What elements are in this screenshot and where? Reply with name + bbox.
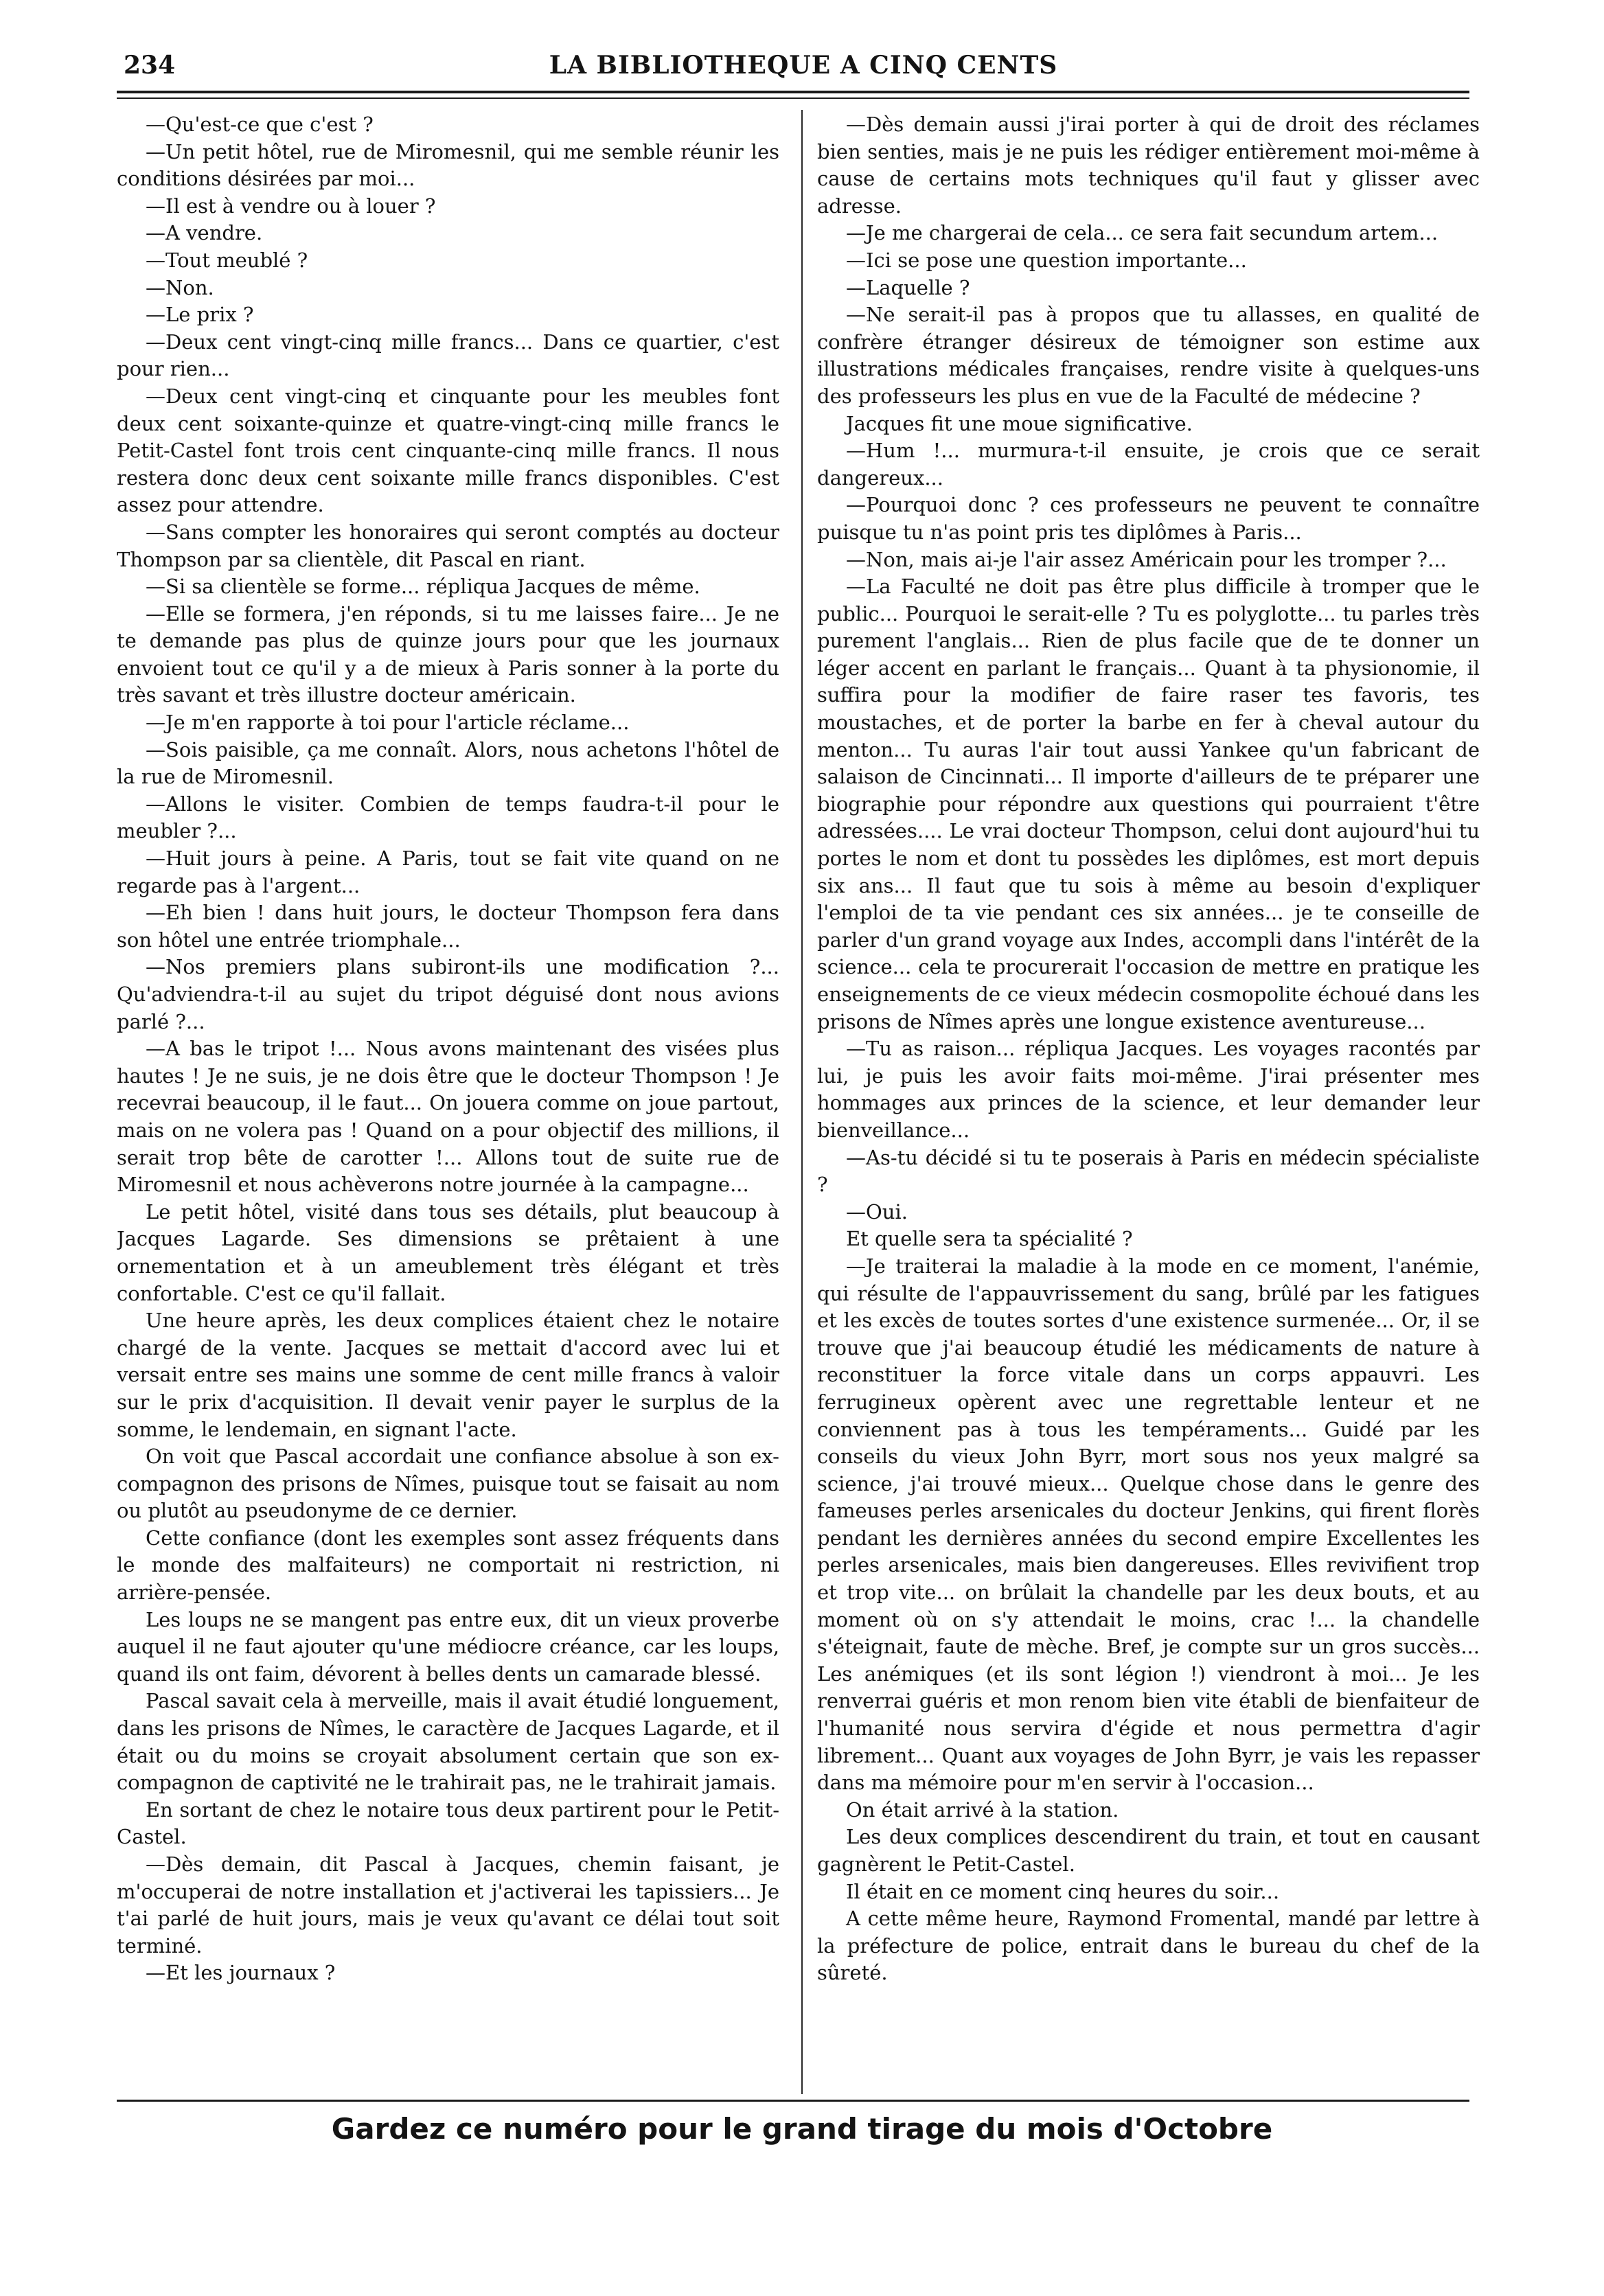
paragraph: On voit que Pascal accordait une confiance absolue à son ex-compagnon des prisons de Nîmes, puisque tout se faisait au nom ou plutôt au pseudonyme de ce dernier. [117,1445,779,1523]
paragraph: —Tout meublé ? [146,248,308,272]
paragraph: Et quelle sera ta spécialité ? [846,1227,1133,1251]
header-rule [117,91,1469,93]
page-number: 234 [124,51,176,80]
paragraph: —Un petit hôtel, rue de Miromesnil, qui me semble réunir les conditions désirées par moi... [117,139,779,191]
paragraph: En sortant de chez le notaire tous deux partirent pour le Petit-Castel. [117,1798,779,1849]
paragraph: —A vendre. [146,221,263,245]
paragraph: —Dès demain, dit Pascal à Jacques, chemin faisant, je m'occuperai de notre installation et j'activerai les tapissiers... Je t'ai parlé de huit jours, mais je veux qu'avant ce délai tout soit terminé. [117,1852,779,1958]
paragraph: —Tu as raison... répliqua Jacques. Les voyages racontés par lui, je puis les avoir faits moi-même. J'irai présenter mes hommages aux princes de la science, et leur demander leur bienveillance... [817,1037,1480,1142]
paragraph: —Et les journaux ? [146,1961,336,1985]
paragraph: Les loups ne se mangent pas entre eux, dit un vieux proverbe auquel il ne faut ajouter qu'une médiocre créance, car les loups, quand ils ont faim, dévorent à belles dents un camarade blessé. [117,1607,779,1686]
paragraph: Jacques fit une moue significative. [846,411,1193,435]
paragraph: —Nos premiers plans subiront-ils une modification ?... Qu'adviendra-t-il au sujet du tripot déguisé dont nous avions parlé ?... [117,955,779,1033]
paragraph: —Si sa clientèle se forme... répliqua Jacques de même. [146,575,700,599]
paragraph: —Deux cent vingt-cinq mille francs... Dans ce quartier, c'est pour rien... [117,330,779,381]
paragraph: —Le prix ? [146,303,254,327]
paragraph: —Elle se formera, j'en réponds, si tu me laisses faire... Je ne te demande pas plus de quinze jours pour que les journaux envoient tout ce qu'il y a de mieux à Paris sonner à la porte du très savant et très illustre docteur américain. [117,601,779,707]
paragraph: —Sans compter les honoraires qui seront comptés au docteur Thompson par sa clientèle, dit Pascal en riant. [117,520,779,571]
page-header [82,45,1524,87]
paragraph: —Hum !... murmura-t-il ensuite, je crois que ce serait dangereux... [817,439,1480,490]
paragraph: Une heure après, les deux complices étaient chez le notaire chargé de la vente. Jacques se mettait d'accord avec lui et versait entre ses mains une somme de cent mille francs à valoir sur le prix d'acquisition. Il devait venir payer le surplus de la somme, le lendemain, en signant l'acte. [117,1309,779,1441]
paragraph: —Je traiterai la maladie à la mode en ce moment, l'anémie, qui résulte de l'appauvrissement du sang, brûlé par les fatigues et les excès de toutes sortes d'une existence surmenée... Or, il se trouve que j'ai beaucoup étudié les médicaments de nature à reconstituer la force vitale dans un corps appauvri. Les ferrugineux opèrent avec une regrettable lenteur et ne conviennent pas à tous les tempéraments... Guidé par les conseils du vieux John Byrr, mort sous nos yeux malgré sa science, j'ai trouvé mieux... Quelque chose dans le genre des fameuses perles arsenicales du docteur Jenkins, qui firent florès pendant les dernières années du second empire Excellentes les perles arsenicales, mais bien dangereuses. Elles revivifient trop et trop vite... on brûlait la chandelle par les deux bouts, et au moment où on s'y attendait le moins, crac !... la chandelle s'éteignait, faute de mèche. Bref, je compte sur un gros succès... Les anémiques (et ils sont légion !) viendront à moi... Je les renverrai guéris et mon renom bien vite établi de bienfaiteur de l'humanité nous servira d'égide et nous permettra d'agir librement... Quant aux voyages de John Byrr, je vais les repasser dans ma mémoire pour m'en servir à l'occasion... [817,1254,1480,1795]
paragraph: —Laquelle ? [846,275,970,299]
paragraph: —Allons le visiter. Combien de temps faudra-t-il pour le meubler ?... [117,792,779,843]
footer-rule [117,2100,1469,2102]
paragraph: —Non. [146,275,214,299]
paragraph: On était arrivé à la station. [846,1798,1119,1822]
paragraph: Cette confiance (dont les exemples sont assez fréquents dans le monde des malfaiteurs) ne comportait ni restriction, ni arrière-pensée. [117,1526,779,1605]
left-column [117,111,779,2096]
footer-notice: Gardez ce numéro pour le grand tirage du mois d'Octobre [331,2112,1273,2146]
paragraph: —Qu'est-ce que c'est ? [146,113,374,136]
paragraph: —Oui. [846,1199,908,1224]
column-divider [801,110,803,2094]
paragraph: —Pourquoi donc ? ces professeurs ne peuvent te connaître puisque tu n'as point pris tes diplômes à Paris... [817,493,1480,544]
header-rule-thin [117,97,1469,99]
running-title: LA BIBLIOTHEQUE A CINQ CENTS [549,51,1058,80]
paragraph: A cette même heure, Raymond Fromental, mandé par lettre à la préfecture de police, entrait dans le bureau du chef de la sûreté. [817,1907,1480,1985]
paragraph: —A bas le tripot !... Nous avons maintenant des visées plus hautes ! Je ne suis, je ne dois être que le docteur Thompson ! Je recevrai beaucoup, il le faut... On jouera comme on joue partout, mais on ne volera pas ! Quand on a pour objectif des millions, il serait trop bête de carotter !... Allons tout de suite rue de Miromesnil et nous achèverons notre journée à la campagne... [117,1037,779,1197]
paragraph: —Deux cent vingt-cinq et cinquante pour les meubles font deux cent soixante-quinze et quatre-vingt-cinq mille francs le Petit-Castel font trois cent cinquante-cinq mille francs. Il nous restera donc deux cent soixante mille francs disponibles. C'est assez pour attendre. [117,384,779,517]
paragraph: Pascal savait cela à merveille, mais il avait étudié longuement, dans les prisons de Nîmes, le caractère de Jacques Lagarde, et il était ou du moins se croyait absolument certain que son ex-compagnon de captivité ne le trahirait pas, ne le trahirait jamais. [117,1689,779,1795]
paragraph: Le petit hôtel, visité dans tous ses détails, plut beaucoup à Jacques Lagarde. Ses dimensions se prêtaient à une ornementation et à un ameublement très élégant et très confortable. C'est ce qu'il fallait. [117,1199,779,1305]
paragraph: Il était en ce moment cinq heures du soir... [846,1879,1280,1903]
paragraph: —Il est à vendre ou à louer ? [146,194,436,218]
paragraph: —La Faculté ne doit pas être plus difficile à tromper que le public... Pourquoi le serait-elle ? Tu es polyglotte... tu parles très purement l'anglais... Rien de plus facile que de te donner un léger accent en parlant le français... Quant à ta physionomie, il suffira pour la modifier de faire raser tes favoris, tes moustaches, et de porter la barbe en fer à cheval autour du menton... Tu auras l'air tout aussi Yankee qu'un fabricant de salaison de Cincinnati... Il importe d'ailleurs de te préparer une biographie pour répondre aux questions qui pourraient t'être adressées.... Le vrai docteur Thompson, celui dont aujourd'hui tu portes le nom et dont tu possèdes les diplômes, est mort depuis six ans... Il faut que tu sois à même au besoin d'expliquer l'emploi de ta vie pendant ces six années... je te conseille de parler d'un grand voyage aux Indes, accompli dans l'intérêt de la science... cela te procurerait l'occasion de mettre en pratique les enseignements de ce vieux médecin cosmopolite échoué dans les prisons de Nîmes après une longue existence aventureuse... [817,575,1480,1033]
paragraph: —Dès demain aussi j'irai porter à qui de droit des réclames bien senties, mais je ne puis les rédiger entièrement moi-même à cause de certains mots techniques qu'il faut y glisser avec adresse. [817,113,1480,218]
paragraph: —As-tu décidé si tu te poserais à Paris en médecin spécialiste ? [817,1145,1480,1197]
paragraph: Les deux complices descendirent du train, et tout en causant gagnèrent le Petit-Castel. [817,1825,1480,1876]
paragraph: —Eh bien ! dans huit jours, le docteur Thompson fera dans son hôtel une entrée triomphale... [117,901,779,952]
paragraph: —Sois paisible, ça me connaît. Alors, nous achetons l'hôtel de la rue de Miromesnil. [117,737,779,789]
paragraph: —Ne serait-il pas à propos que tu allasses, en qualité de confrère étranger désireux de témoigner son estime aux illustrations médicales françaises, rendre visite à quelques-uns des professeurs les plus en vue de la Faculté de médecine ? [817,303,1480,408]
paragraph: —Je me chargerai de cela... ce sera fait secundum artem... [846,221,1439,245]
paragraph: —Non, mais ai-je l'air assez Américain pour les tromper ?... [846,547,1447,571]
paragraph: —Ici se pose une question importante... [846,248,1247,272]
paragraph: —Je m'en rapporte à toi pour l'article réclame... [146,711,630,735]
paragraph: —Huit jours à peine. A Paris, tout se fait vite quand on ne regarde pas à l'argent... [117,847,779,897]
right-column [817,111,1480,2096]
